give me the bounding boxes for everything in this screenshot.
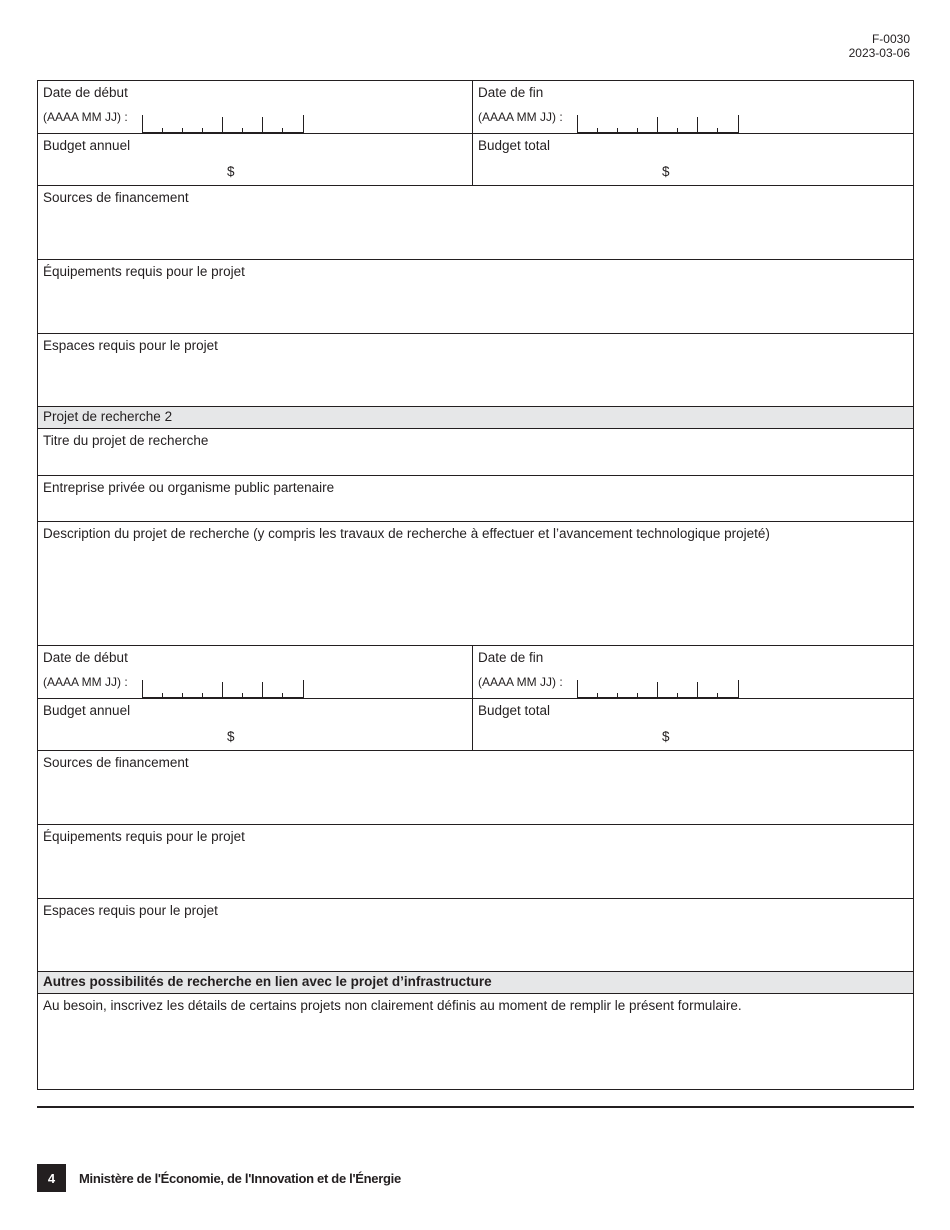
project2-equipment-field[interactable] xyxy=(38,825,913,899)
project1-total-budget-currency: $ xyxy=(662,164,670,179)
project1-end-date-label: Date de fin xyxy=(478,85,544,100)
project2-budget-row xyxy=(38,699,913,751)
research-projects-form xyxy=(37,80,914,1090)
project1-budget-row xyxy=(38,134,913,186)
project1-end-date-format: (AAAA MM JJ) : xyxy=(478,110,563,124)
project2-dates-row xyxy=(38,646,913,699)
project1-dates-row xyxy=(38,81,913,134)
project2-spaces-label: Espaces requis pour le projet xyxy=(43,903,218,918)
project1-spaces-label: Espaces requis pour le projet xyxy=(43,338,218,353)
ministry-name: Ministère de l'Économie, de l'Innovation et de l'Énergie xyxy=(79,1170,401,1186)
project2-description-field[interactable] xyxy=(38,522,913,646)
project1-end-date-input[interactable] xyxy=(577,115,739,133)
project2-partner-field[interactable] xyxy=(38,476,913,522)
project1-funding-sources-label: Sources de financement xyxy=(43,190,189,205)
project2-annual-budget-field[interactable] xyxy=(38,699,473,750)
project2-start-date-format: (AAAA MM JJ) : xyxy=(43,675,128,689)
project2-total-budget-field[interactable] xyxy=(473,699,913,750)
project2-total-budget-label: Budget total xyxy=(478,703,551,718)
project2-start-date-label: Date de début xyxy=(43,650,128,665)
project2-end-date-input[interactable] xyxy=(577,680,739,698)
project1-equipment-label: Équipements requis pour le projet xyxy=(43,264,245,279)
other-opportunities-field[interactable] xyxy=(38,994,913,1089)
project1-end-date-cell xyxy=(473,81,913,133)
project2-annual-budget-label: Budget annuel xyxy=(43,703,131,718)
project1-annual-budget-label: Budget annuel xyxy=(43,138,131,153)
project1-spaces-field[interactable] xyxy=(38,334,913,407)
project1-start-date-format: (AAAA MM JJ) : xyxy=(43,110,128,124)
project2-equipment-label: Équipements requis pour le projet xyxy=(43,829,245,844)
project2-partner-label: Entreprise privée ou organisme public partenaire xyxy=(43,480,335,495)
project1-start-date-label: Date de début xyxy=(43,85,128,100)
project2-annual-budget-currency: $ xyxy=(227,729,235,744)
project1-total-budget-field[interactable] xyxy=(473,134,913,185)
project2-start-date-input[interactable] xyxy=(142,680,304,698)
project2-title-field[interactable] xyxy=(38,429,913,476)
form-code-block xyxy=(849,32,910,60)
other-opportunities-instructions: Au besoin, inscrivez les détails de certains projets non clairement définis au moment de remplir le présent formulaire. xyxy=(43,998,742,1013)
form-number: F-0030 xyxy=(871,32,910,46)
project2-end-date-label: Date de fin xyxy=(478,650,544,665)
other-opportunities-section-header xyxy=(38,972,913,994)
project2-funding-sources-field[interactable] xyxy=(38,751,913,825)
project2-spaces-field[interactable] xyxy=(38,899,913,972)
project1-start-date-cell xyxy=(38,81,473,133)
project2-start-date-cell xyxy=(38,646,473,698)
project1-total-budget-label: Budget total xyxy=(478,138,551,153)
page-number: 4 xyxy=(37,1164,66,1192)
project1-funding-sources-field[interactable] xyxy=(38,186,913,260)
project1-annual-budget-field[interactable] xyxy=(38,134,473,185)
project2-funding-sources-label: Sources de financement xyxy=(43,755,189,770)
project2-section-title: Projet de recherche 2 xyxy=(43,409,173,424)
project1-equipment-field[interactable] xyxy=(38,260,913,334)
project2-description-label: Description du projet de recherche (y compris les travaux de recherche à effectuer et l’avancement technologique projeté) xyxy=(43,526,770,541)
form-version-date: 2023-03-06 xyxy=(848,46,910,60)
project2-title-label: Titre du projet de recherche xyxy=(43,433,209,448)
project2-end-date-format: (AAAA MM JJ) : xyxy=(478,675,563,689)
page-footer xyxy=(37,1164,401,1192)
other-opportunities-title: Autres possibilités de recherche en lien avec le projet d’infrastructure xyxy=(43,974,492,989)
project1-start-date-input[interactable] xyxy=(142,115,304,133)
project1-annual-budget-currency: $ xyxy=(227,164,235,179)
project2-section-header xyxy=(38,407,913,429)
project2-total-budget-currency: $ xyxy=(662,729,670,744)
project2-end-date-cell xyxy=(473,646,913,698)
footer-divider xyxy=(37,1106,914,1108)
